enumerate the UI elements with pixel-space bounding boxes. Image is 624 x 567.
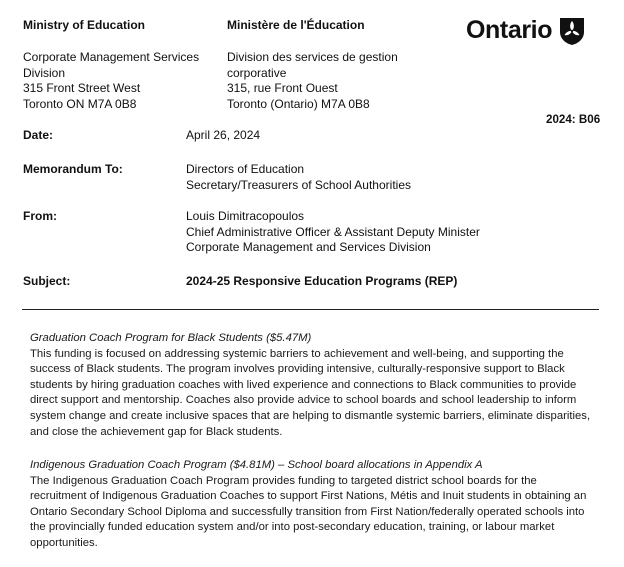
sender-line: Chief Administrative Officer & Assistant Deputy Minister xyxy=(186,224,480,239)
section-graduation-coach-black-students xyxy=(30,331,615,440)
address-en-line: 315 Front Street West xyxy=(23,81,141,95)
address-en-line: Toronto ON M7A 0B8 xyxy=(23,96,137,111)
ministry-name-fr: Ministère de l'Éducation xyxy=(227,18,365,32)
section-body-line: This funding is focused on addressing systemic barriers to achievement and well-being, and supporting the xyxy=(30,347,564,360)
address-en-line: Division xyxy=(23,65,66,80)
address-en-line: Corporate Management Services xyxy=(23,50,200,64)
sender-line: Corporate Management and Services Division xyxy=(186,240,431,254)
recipient-line: Directors of Education xyxy=(186,162,305,176)
trillium-icon xyxy=(557,14,587,46)
memo-number: 2024: B06 xyxy=(546,113,601,126)
section-body-line: students by hiring graduation coaches with lived experience and connections to Black communities to provide xyxy=(30,378,577,391)
section-body-line: Ontario Secondary School Diploma and successfully transition from First Nation/federally operated schools into xyxy=(30,505,585,518)
section-heading: Graduation Coach Program for Black Students ($5.47M) xyxy=(30,332,312,344)
address-fr-line: 315, rue Front Ouest xyxy=(227,81,338,95)
section-body-line: the provincially funded education system and/or into post-secondary education, training, or labour market xyxy=(30,521,555,534)
section-body-line: The Indigenous Graduation Coach Program provides funding to targeted district school boards for the xyxy=(30,474,537,487)
section-indigenous-graduation-coach xyxy=(30,458,615,552)
section-body-line: success of Black students. The program involves providing intensive, culturally-responsive support to Black xyxy=(30,363,565,376)
ontario-logo xyxy=(466,14,587,46)
address-fr-line: Division des services de gestion xyxy=(227,50,398,64)
from-label: From: xyxy=(23,209,57,223)
address-fr-line: corporative xyxy=(227,65,287,80)
address-fr xyxy=(227,50,398,112)
section-body-line: recruitment of Indigenous Graduation Coaches to support First Nations, Métis and Inuit students in obtaining an xyxy=(30,490,587,503)
memo-to-recipients xyxy=(186,162,411,193)
from-sender xyxy=(186,209,480,256)
address-en xyxy=(23,50,199,112)
header-divider xyxy=(22,309,599,310)
section-body-line: system change and create inclusive spaces that are helping to dismantle systemic barriers, eliminate disparities, xyxy=(30,409,591,422)
date-value: April 26, 2024 xyxy=(186,128,261,142)
address-fr-line: Toronto (Ontario) M7A 0B8 xyxy=(227,96,370,111)
date-label: Date: xyxy=(23,128,54,142)
section-heading: Indigenous Graduation Coach Program ($4.81M) – School board allocations in Appendix A xyxy=(30,459,483,471)
ministry-name-en: Ministry of Education xyxy=(23,18,146,32)
section-body-line: and close the achievement gap for Black students. xyxy=(30,425,283,438)
sender-line: Louis Dimitracopoulos xyxy=(186,209,305,223)
section-body-line: opportunities. xyxy=(30,536,98,549)
section-body-line: direct support and mentorship. Coaches also provide advice to school boards and school leadership to inform xyxy=(30,394,577,407)
subject-value: 2024-25 Responsive Education Programs (REP) xyxy=(186,274,458,288)
subject-label: Subject: xyxy=(23,274,71,288)
ontario-logo-text: Ontario xyxy=(466,15,553,44)
recipient-line: Secretary/Treasurers of School Authorities xyxy=(186,177,411,192)
memo-to-label: Memorandum To: xyxy=(23,162,123,176)
